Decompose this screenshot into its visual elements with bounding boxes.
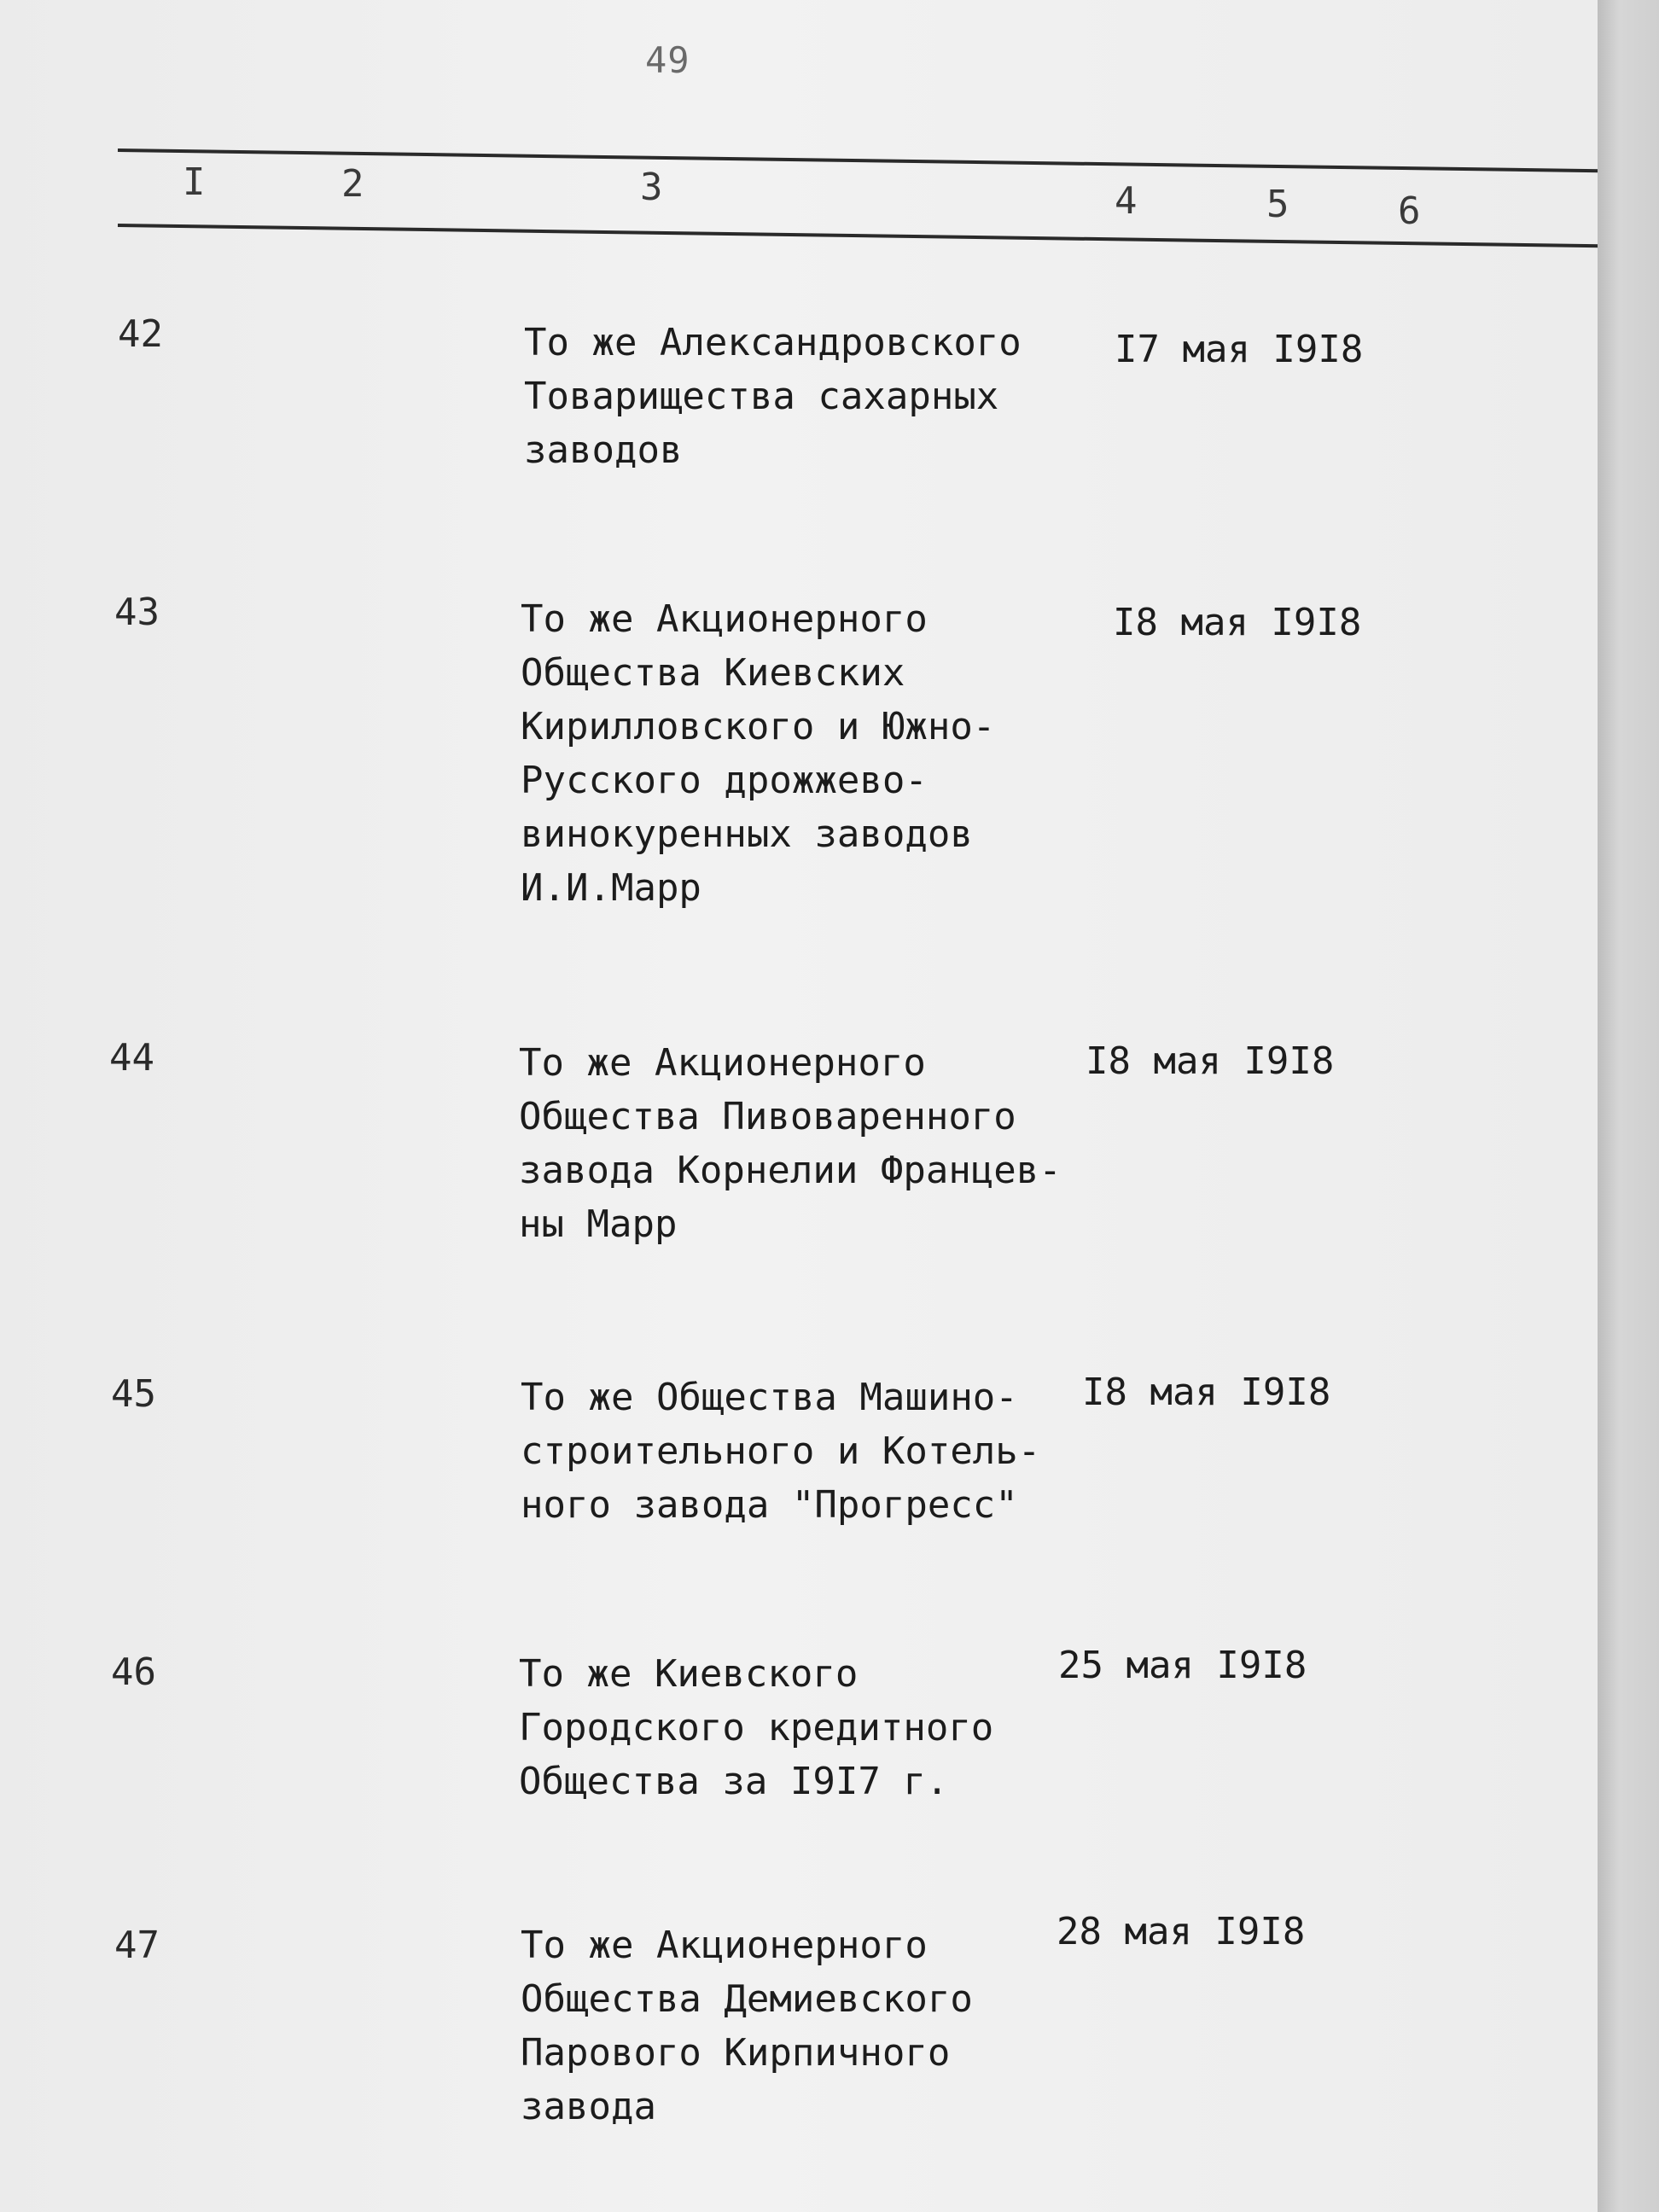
table-header-bottom-rule <box>118 224 1601 247</box>
table-header-top-rule <box>118 148 1601 172</box>
entry-description: То же Акционерного Общества Демиевского Парового Кирпичного завода <box>521 1924 973 2128</box>
entry-description: То же Акционерного Общества Пивоваренного завода Корнелии Францев- ны Марр <box>519 1041 1062 1246</box>
column-header-4: 4 <box>1115 179 1138 223</box>
page-edge-shadow <box>1598 0 1659 2212</box>
entry-date: I8 мая I9I8 <box>1113 601 1362 644</box>
entry-description: То же Александровского Товарищества сахарных заводов <box>524 321 1022 472</box>
entry-number: 43 <box>114 591 160 634</box>
entry-number: 42 <box>118 312 163 356</box>
entry-description: То же Киевского Городского кредитного Общества за I9I7 г. <box>519 1652 994 1803</box>
page-number: 49 <box>645 39 690 81</box>
entry-date: 28 мая I9I8 <box>1057 1910 1306 1953</box>
entry-date: 25 мая I9I8 <box>1058 1644 1307 1687</box>
column-header-2: 2 <box>341 162 364 206</box>
column-header-3: 3 <box>640 166 663 209</box>
entry-description: То же Общества Машино- строительного и Котель- ного завода "Прогресс" <box>521 1376 1041 1527</box>
column-header-6: 6 <box>1398 189 1421 233</box>
entry-number: 45 <box>111 1372 156 1416</box>
entry-date: I7 мая I9I8 <box>1115 328 1364 371</box>
entry-date: I8 мая I9I8 <box>1082 1371 1331 1414</box>
entry-number: 44 <box>109 1036 154 1080</box>
entry-number: 47 <box>114 1924 160 1967</box>
column-header-5: 5 <box>1266 183 1289 226</box>
entry-description: То же Акционерного Общества Киевских Кирилловского и Южно- Русского дрожжево- винокуренных заводов И.И.Марр <box>521 597 996 910</box>
entry-date: I8 мая I9I8 <box>1086 1039 1335 1083</box>
column-header-1: I <box>183 160 206 204</box>
entry-number: 46 <box>111 1650 156 1694</box>
